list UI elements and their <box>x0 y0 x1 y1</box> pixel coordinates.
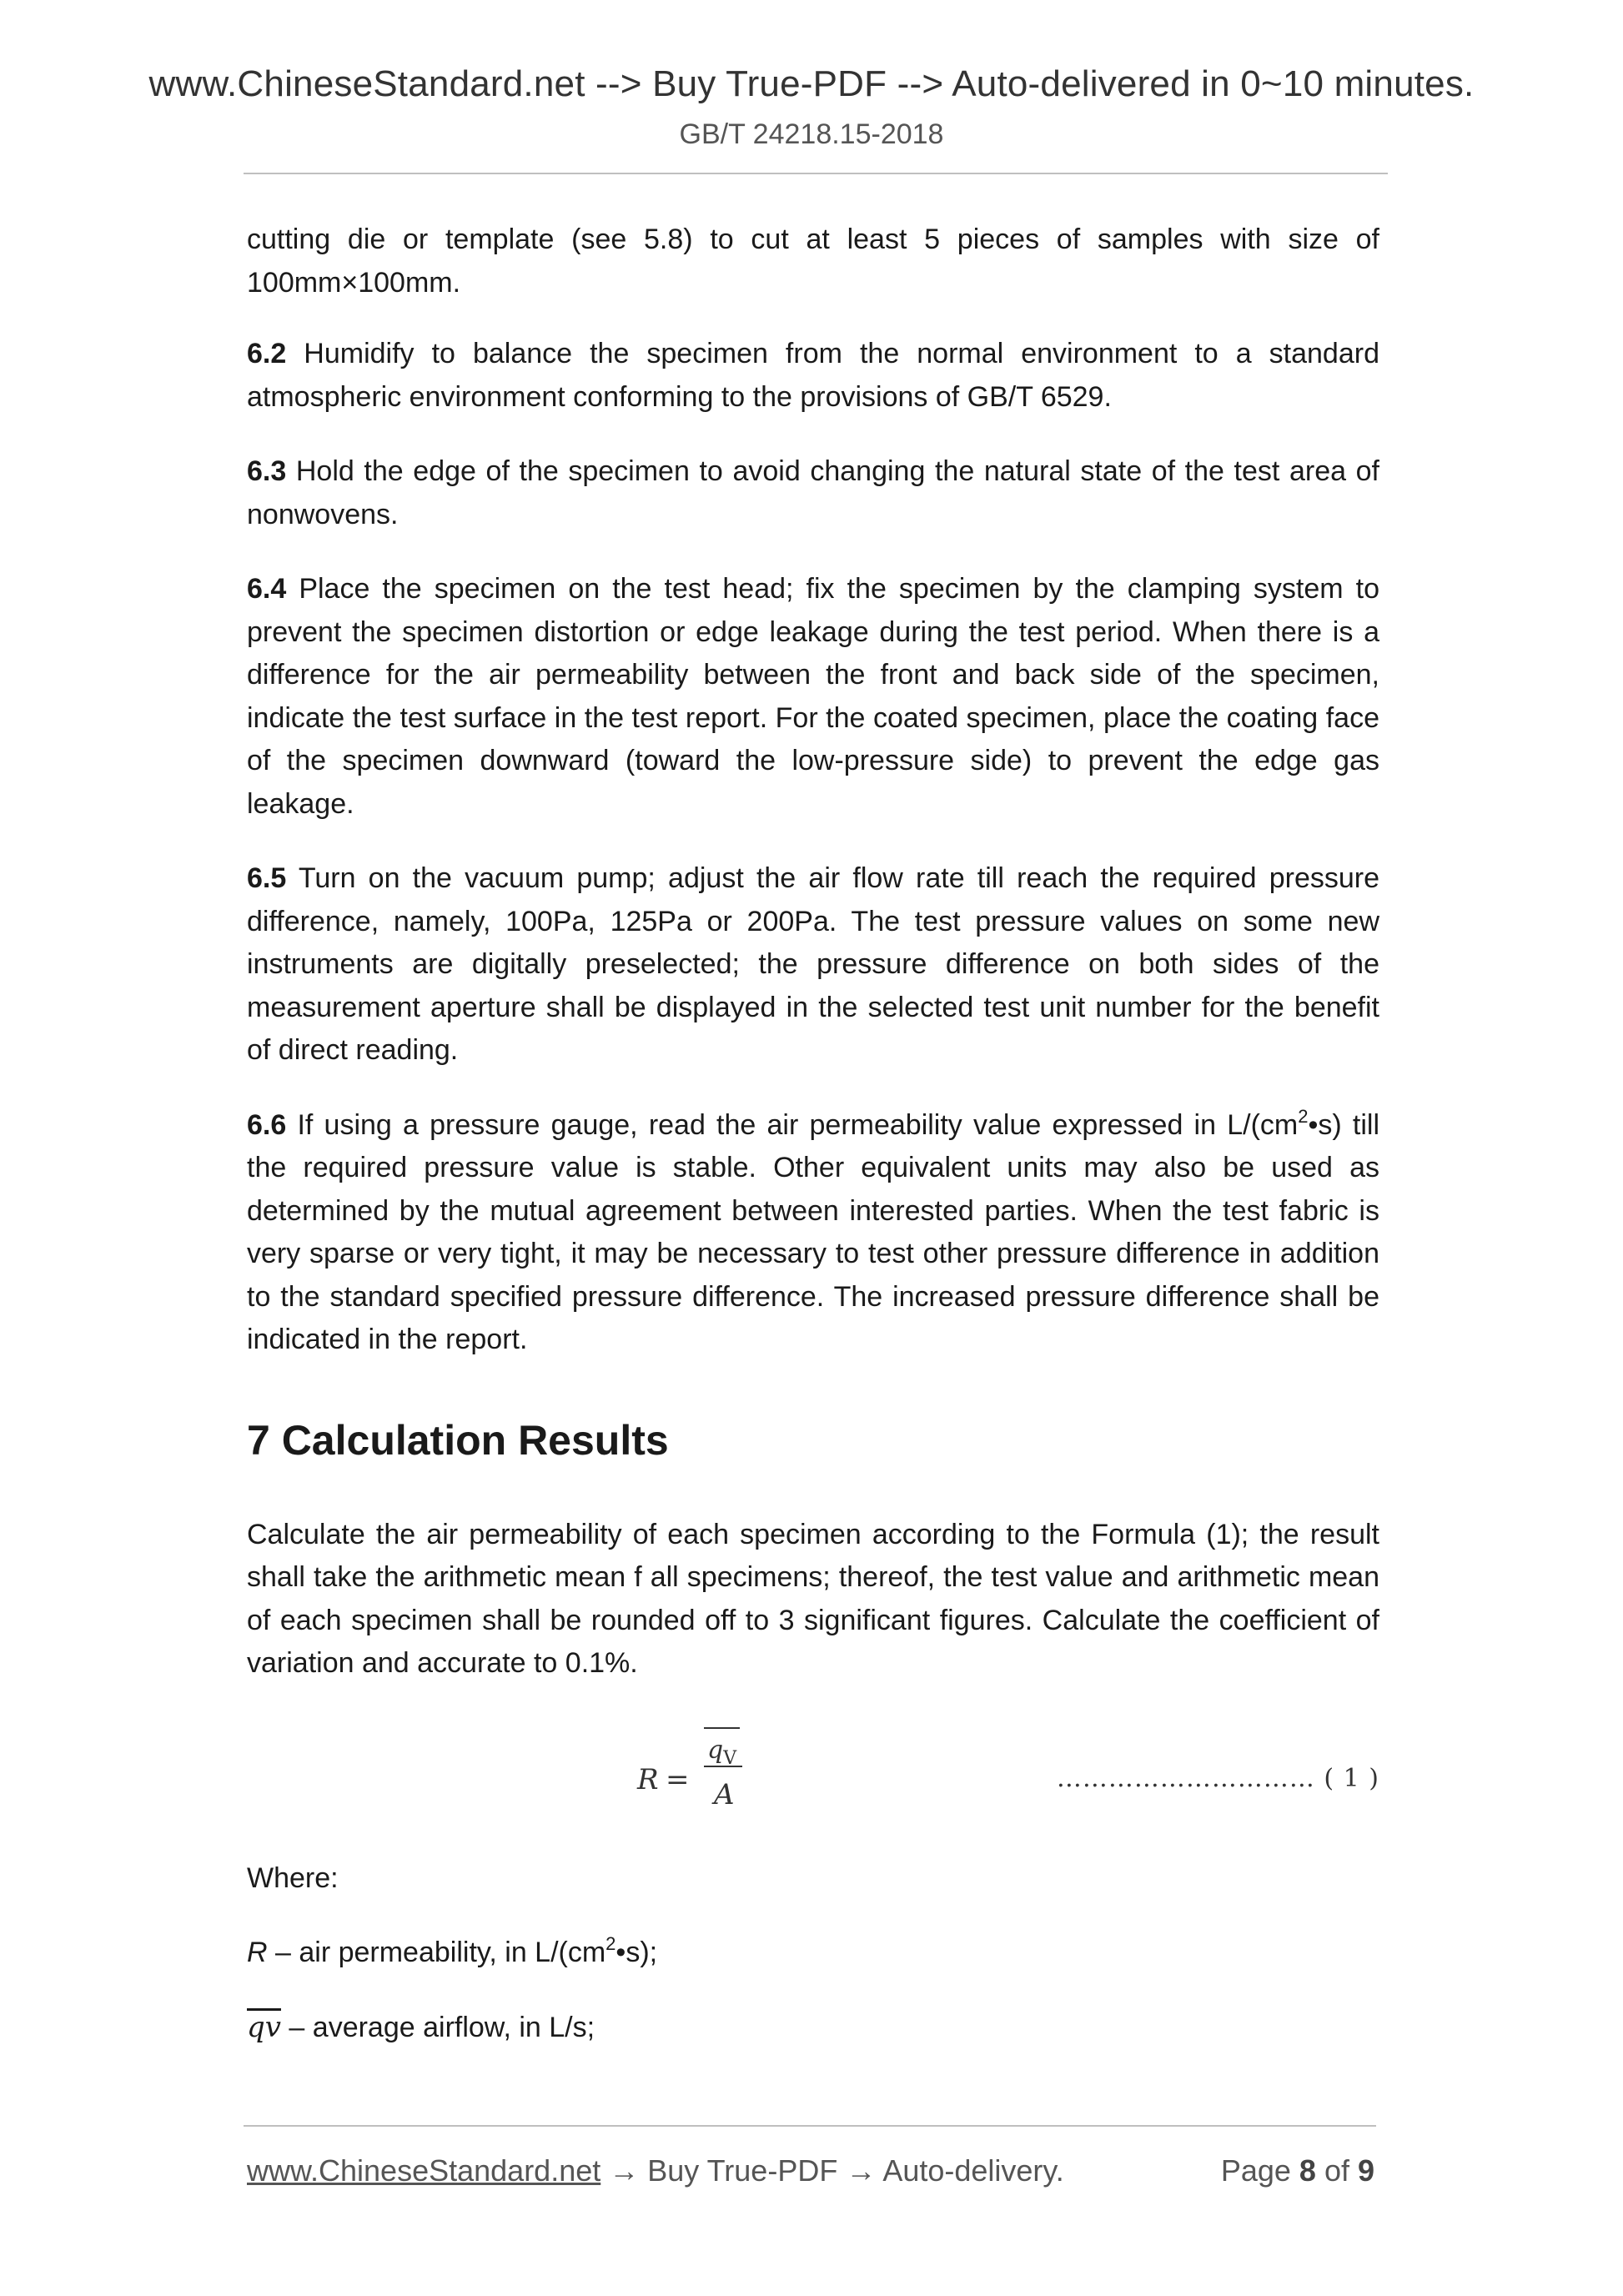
clause-6-4 <box>247 568 1379 826</box>
formula-1 <box>247 1717 1379 1817</box>
clause-number: 6.3 <box>247 455 287 487</box>
fraction-bar <box>704 1766 742 1767</box>
clause-6-3 <box>247 450 1379 536</box>
definition-qv: $\overline{qv}$ – average airflow, in L/s; <box>247 2010 595 2044</box>
section-heading: 7 Calculation Results <box>247 1416 669 1464</box>
standard-number: GB/T 24218.15-2018 <box>679 118 944 150</box>
total-pages: 9 <box>1357 2153 1374 2188</box>
footer-divider <box>244 2125 1376 2127</box>
clause-6-5 <box>247 857 1379 1073</box>
formula-numerator: $q_V$ <box>704 1727 740 1781</box>
definition-r: R – air permeability, in $L/(cm^2•s)$; <box>247 1933 658 1968</box>
formula-lhs: R <box>637 1762 659 1796</box>
superscript: 2 <box>1298 1105 1309 1127</box>
variable-symbol: $\overline{qv}$ <box>247 2010 281 2044</box>
clause-text: Turn on the vacuum pump; adjust the air flow rate till reach the required pressure difference, namely, 100Pa, 125Pa or 200Pa. The test pressure values on some new instruments are digitally preselected; the pressure difference on both sides of the measurement aperture shall be displayed in the selected test unit number for the benefit of direct reading. <box>247 862 1379 1066</box>
clause-text: If using a pressure gauge, read the air permeability value expressed in L/(cm <box>286 1108 1299 1141</box>
clause-number: 6.5 <box>247 862 287 894</box>
clause-text-cont: •s) till the required pressure value is stable. Other equivalent units may also be used as determined by the mutual agreement between interested parties. When the test fabric is very sparse or very tight, it may be necessary to test other pressure difference in addition to the standard specified pressure difference. The increased pressure difference shall be indicated in the report. <box>247 1108 1380 1355</box>
page-indicator: Page 8 of 9 <box>1220 2153 1374 2188</box>
footer-text: → Buy True-PDF → Auto-delivery. <box>600 2153 1064 2188</box>
clause-6-6 <box>247 1104 1379 1362</box>
clause-text: Hold the edge of the specimen to avoid changing the natural state of the test area of nonwovens. <box>247 455 1379 530</box>
current-page: 8 <box>1299 2153 1316 2188</box>
formula-equals: = <box>666 1762 690 1796</box>
clause-number: 6.2 <box>247 338 287 369</box>
clause-text: Place the specimen on the test head; fix the specimen by the clamping system to prevent the specimen distortion or edge leakage during the test period. When there is a difference for the air permeability between the front and back side of the specimen, indicate the test surface in the test report. For the coated specimen, place the coating face of the specimen downward (toward the low-pressure side) to prevent the edge gas leakage. <box>247 573 1379 820</box>
variable-symbol: R <box>247 1937 268 1968</box>
clause-text: Humidify to balance the specimen from the normal environment to a standard atmospheric environment conforming to the provisions of GB/T 6529. <box>247 338 1379 413</box>
page-footer <box>247 2153 1374 2188</box>
footer-link[interactable]: www.ChineseStandard.net <box>247 2153 601 2188</box>
clause-6-2 <box>247 333 1379 419</box>
formula-denominator: A <box>714 1777 735 1811</box>
clause-number: 6.6 <box>247 1108 287 1141</box>
paragraph-continuation: cutting die or template (see 5.8) to cut at least 5 pieces of samples with size of 100mm×100mm. <box>247 224 1379 299</box>
formula-number: ………………………… ( 1 ) <box>1056 1763 1379 1793</box>
document-body <box>247 219 1379 2081</box>
calculation-paragraph: Calculate the air permeability of each specimen according to the Formula (1); the result shall take the arithmetic mean f all specimens; thereof, the test value and arithmetic mean of each specimen shall be rounded off to 3 significant figures. Calculate the coefficient of variation and accurate to 0.1%. <box>247 1518 1379 1679</box>
header-divider <box>244 173 1388 174</box>
where-label: Where: <box>247 1861 339 1894</box>
clause-number: 6.4 <box>247 573 287 605</box>
header-banner: www.ChineseStandard.net --> Buy True-PDF --> Auto-delivered in 0~10 minutes. <box>148 63 1475 104</box>
